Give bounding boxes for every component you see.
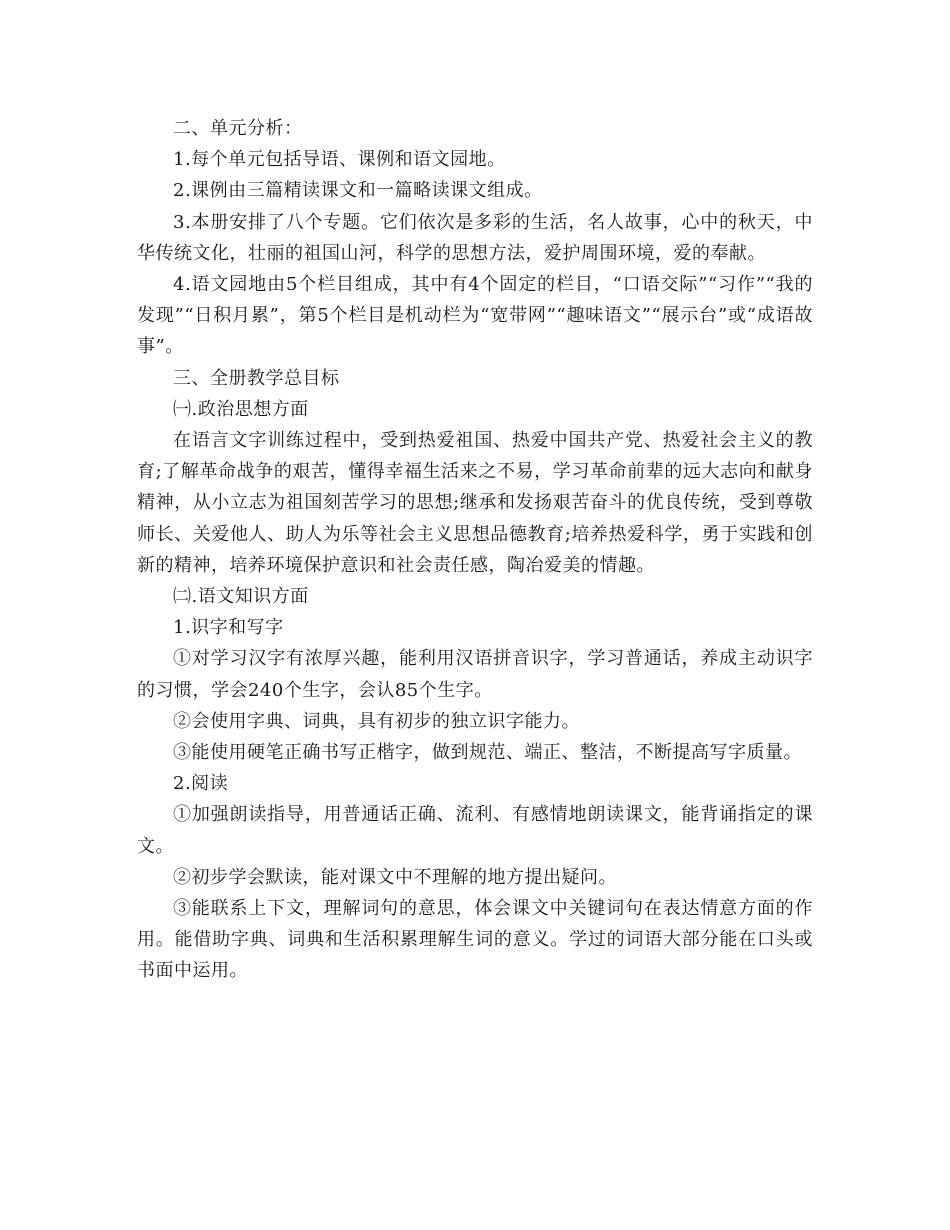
section-heading-unit-analysis: 二、单元分析： [173, 118, 303, 139]
list-item: ③能使用硬笔正确书写正楷字，做到规范、端正、整洁，不断提高写字质量。 [173, 742, 802, 764]
paragraph: 在语言文字训练过程中，受到热爱祖国、热爱中国共产党、热爱社会主义的教育;了解革命战争的艰苦，懂得幸福生活来之不易，学习革命前辈的远大志向和献身精神，从小立志为祖国刻苦学习的思想;继承和发扬艰苦奋斗的优良传统，受到尊敬师长、关爱他人、助人为乐等社会主义思想品德教育;培养热爱科学，勇于实践和创新的精神，培养环境保护意识和社会责任感，陶冶爱美的情趣。 [137, 430, 813, 576]
item-heading-reading: 2.阅读 [173, 773, 229, 795]
list-item: ③能联系上下文，理解词句的意思，体会课文中关键词句在表达情意方面的作用。能借助字典、词典和生活积累理解生词的意义。学过的词语大部分能在口头或书面中运用。 [137, 898, 813, 982]
paragraph: 3.本册安排了八个专题。它们依次是多彩的生活，名人故事，心中的秋天，中华传统文化，壮丽的祖国山河，科学的思想方法，爱护周围环境，爱的奉献。 [137, 211, 813, 264]
paragraph: 1.每个单元包括导语、课例和语文园地。 [173, 149, 506, 171]
item-heading-literacy: 1.识字和写字 [173, 617, 284, 639]
list-item: ①加强朗读指导，用普通话正确、流利、有感情地朗读课文，能背诵指定的课文。 [137, 804, 813, 857]
list-item: ①对学习汉字有浓厚兴趣，能利用汉语拼音识字，学习普通话，养成主动识字的习惯，学会240个生字，会认85个生字。 [137, 648, 813, 701]
list-item: ②会使用字典、词典，具有初步的独立识字能力。 [173, 710, 580, 732]
subsection-heading-language-knowledge: ㈡.语文知识方面 [173, 586, 309, 608]
list-item: ②初步学会默读，能对课文中不理解的地方提出疑问。 [173, 866, 617, 888]
paragraph: 4.语文园地由5个栏目组成，其中有4个固定的栏目，“口语交际”“习作”“我的发现”“日积月累”，第5个栏目是机动栏为“宽带网”“趣味语文”“展示台”或“成语故事”。 [137, 274, 813, 358]
document-body [137, 113, 813, 987]
subsection-heading-political: ㈠.政治思想方面 [173, 398, 309, 420]
section-heading-teaching-goals: 三、全册教学总目标 [173, 367, 340, 389]
paragraph: 2.课例由三篇精读课文和一篇略读课文组成。 [173, 180, 543, 202]
